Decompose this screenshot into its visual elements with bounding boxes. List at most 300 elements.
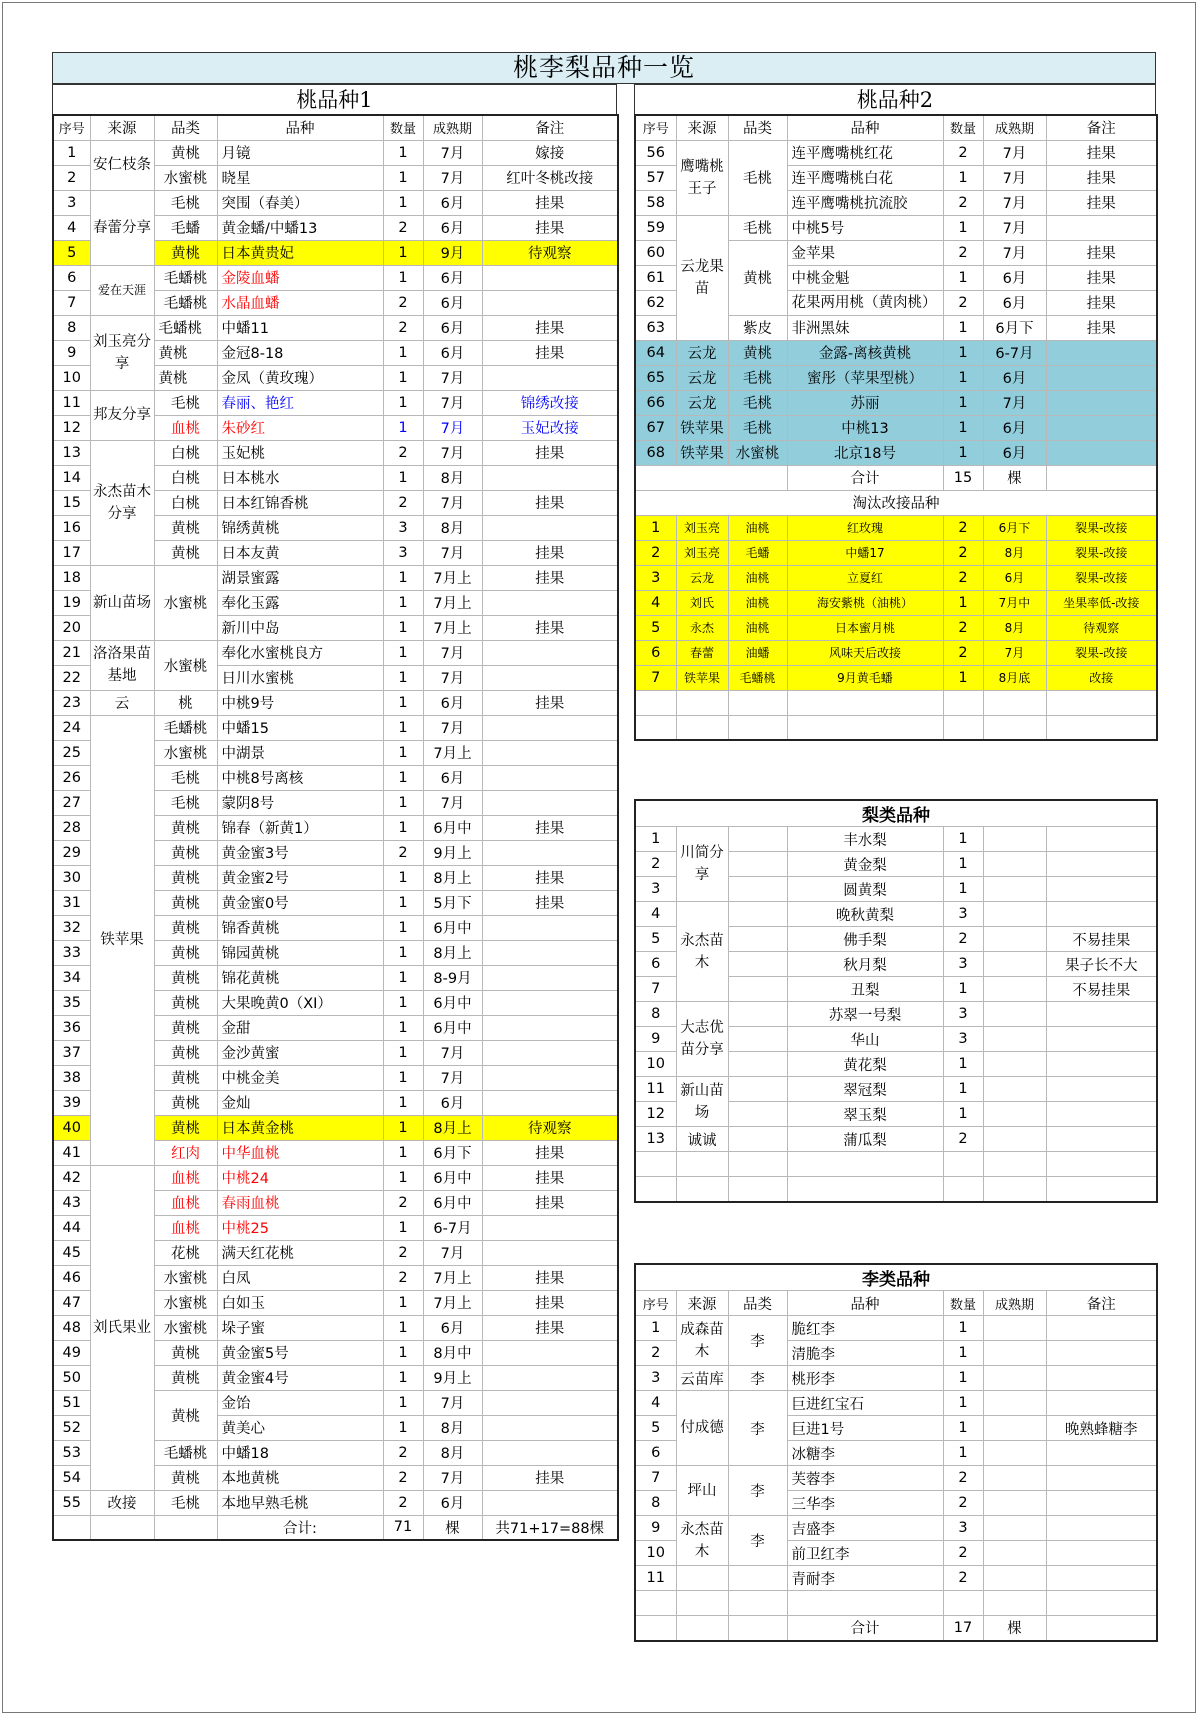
source-cell: 新山苗场	[90, 565, 154, 640]
row-index: 2	[635, 540, 676, 565]
maturity-cell: 8月	[983, 540, 1046, 565]
category-cell: 黄桃	[728, 340, 787, 365]
category-cell: 黄桃	[154, 365, 217, 390]
header-row	[635, 115, 1157, 140]
variety-name: 青耐李	[787, 1566, 943, 1591]
quantity-cell: 1	[943, 440, 983, 465]
variety-name: 白如玉	[217, 1290, 383, 1315]
quantity-cell: 1	[383, 1115, 423, 1140]
empty-cell	[635, 1591, 676, 1616]
row-index: 7	[635, 665, 676, 690]
maturity-cell: 8-9月	[423, 965, 482, 990]
variety-name: 中桃金魁	[787, 265, 943, 290]
variety-name: 翠冠梨	[787, 1077, 943, 1102]
remark-cell: 挂果	[482, 1265, 618, 1290]
variety-name: 中桃24	[217, 1165, 383, 1190]
maturity-cell: 7月	[423, 640, 482, 665]
quantity-cell: 1	[943, 1316, 983, 1341]
quantity-cell: 1	[943, 852, 983, 877]
row-index: 58	[635, 190, 676, 215]
row-index: 6	[635, 952, 676, 977]
quantity-cell: 1	[383, 890, 423, 915]
maturity-cell: 7月	[423, 1065, 482, 1090]
table-row	[53, 640, 618, 665]
row-index: 2	[635, 1341, 676, 1366]
table-row	[635, 440, 1157, 465]
category-cell	[728, 1052, 787, 1077]
variety-name: 中桃9号	[217, 690, 383, 715]
quantity-cell: 1	[383, 640, 423, 665]
quantity-cell: 2	[943, 1466, 983, 1491]
maturity-cell: 6月中	[423, 1190, 482, 1215]
empty-cell	[635, 690, 676, 715]
empty-cell	[1046, 1177, 1157, 1202]
row-index: 56	[635, 140, 676, 165]
variety-name: 三华李	[787, 1491, 943, 1516]
row-index: 38	[53, 1065, 90, 1090]
quantity-cell: 1	[383, 1415, 423, 1440]
maturity-cell: 6月	[423, 765, 482, 790]
maturity-cell: 7月	[983, 390, 1046, 415]
header-variety: 品种	[787, 115, 943, 140]
remark-cell: 晚熟蜂糖李	[1046, 1416, 1157, 1441]
maturity-cell	[983, 877, 1046, 902]
remark-cell	[482, 640, 618, 665]
row-index: 25	[53, 740, 90, 765]
table-row	[635, 1466, 1157, 1491]
variety-name: 玉妃桃	[217, 440, 383, 465]
maturity-cell	[983, 952, 1046, 977]
quantity-cell: 1	[383, 965, 423, 990]
remark-cell: 挂果	[482, 865, 618, 890]
maturity-cell: 6月	[983, 565, 1046, 590]
table-row	[635, 365, 1157, 390]
row-index: 41	[53, 1140, 90, 1165]
source-cell: 云龙果苗	[676, 215, 728, 340]
section-row	[635, 1264, 1157, 1291]
variety-name: 连平鹰嘴桃抗流胶	[787, 190, 943, 215]
remark-cell	[1046, 1466, 1157, 1491]
quantity-cell: 1	[383, 1040, 423, 1065]
variety-name: 华山	[787, 1027, 943, 1052]
total-row	[635, 1616, 1157, 1641]
quantity-cell: 1	[943, 1391, 983, 1416]
quantity-cell: 1	[943, 390, 983, 415]
empty-cell	[728, 715, 787, 740]
maturity-cell: 6-7月	[983, 340, 1046, 365]
remark-cell	[482, 290, 618, 315]
remark-cell	[1046, 827, 1157, 852]
total-label: 合计	[787, 465, 943, 490]
quantity-cell: 1	[383, 915, 423, 940]
row-index: 51	[53, 1390, 90, 1415]
remark-cell: 不易挂果	[1046, 927, 1157, 952]
category-cell	[728, 877, 787, 902]
remark-cell: 挂果	[482, 615, 618, 640]
remark-cell: 挂果	[482, 440, 618, 465]
remark-cell: 挂果	[1046, 290, 1157, 315]
remark-cell: 锦绣改接	[482, 390, 618, 415]
row-index: 37	[53, 1040, 90, 1065]
category-cell: 毛桃	[154, 1490, 217, 1515]
eliminated-section-title: 淘汰改接品种	[635, 490, 1157, 515]
variety-name: 黄金蟠/中蟠13	[217, 215, 383, 240]
remark-cell: 挂果	[482, 190, 618, 215]
category-cell: 毛桃	[728, 365, 787, 390]
category-cell: 白桃	[154, 490, 217, 515]
category-cell: 毛蟠桃	[154, 715, 217, 740]
maturity-cell: 7月上	[423, 615, 482, 640]
source-cell: 春蕾分享	[90, 190, 154, 265]
variety-name: 黄金蜜4号	[217, 1365, 383, 1390]
source-cell: 永杰	[676, 615, 728, 640]
variety-name: 中蟠18	[217, 1440, 383, 1465]
remark-cell: 挂果	[482, 1315, 618, 1340]
quantity-cell: 2	[383, 1440, 423, 1465]
row-index: 15	[53, 490, 90, 515]
maturity-cell: 7月	[423, 1240, 482, 1265]
quantity-cell: 1	[383, 865, 423, 890]
maturity-cell: 6月	[423, 265, 482, 290]
source-cell: 铁苹果	[90, 715, 154, 1165]
remark-cell	[1046, 1077, 1157, 1102]
empty-cell	[983, 1177, 1046, 1202]
quantity-cell: 2	[943, 615, 983, 640]
maturity-cell: 8月	[423, 465, 482, 490]
empty-cell	[635, 715, 676, 740]
variety-name: 芙蓉李	[787, 1466, 943, 1491]
remark-cell: 不易挂果	[1046, 977, 1157, 1002]
table-row	[635, 340, 1157, 365]
maturity-cell	[983, 1027, 1046, 1052]
quantity-cell: 1	[943, 215, 983, 240]
maturity-cell: 7月上	[423, 740, 482, 765]
variety-name: 日本蜜月桃	[787, 615, 943, 640]
category-cell	[728, 1077, 787, 1102]
maturity-cell: 6月中	[423, 990, 482, 1015]
variety-name: 春雨血桃	[217, 1190, 383, 1215]
quantity-cell: 2	[383, 1240, 423, 1265]
row-index: 7	[635, 1466, 676, 1491]
maturity-cell: 8月	[423, 1440, 482, 1465]
category-cell: 黄桃	[154, 1365, 217, 1390]
row-index: 34	[53, 965, 90, 990]
peach-table-1	[52, 114, 619, 1541]
remark-cell	[1046, 1391, 1157, 1416]
category-cell: 毛蟠	[728, 540, 787, 565]
variety-name: 苏丽	[787, 390, 943, 415]
category-cell: 黄桃	[154, 1065, 217, 1090]
remark-cell: 挂果	[482, 1465, 618, 1490]
quantity-cell: 1	[943, 1102, 983, 1127]
quantity-cell: 1	[383, 815, 423, 840]
quantity-cell: 1	[943, 665, 983, 690]
category-cell: 黄桃	[154, 940, 217, 965]
remark-cell: 裂果-改接	[1046, 515, 1157, 540]
quantity-cell: 1	[383, 140, 423, 165]
table1-title: 桃品种1	[52, 84, 617, 114]
variety-name: 花果两用桃（黄肉桃）	[787, 290, 943, 315]
category-cell: 水蜜桃	[154, 640, 217, 690]
category-cell: 黄桃	[154, 915, 217, 940]
remark-cell: 挂果	[482, 315, 618, 340]
source-cell: 永杰苗木	[676, 1516, 728, 1566]
maturity-cell: 7月上	[423, 590, 482, 615]
remark-cell: 挂果	[482, 690, 618, 715]
row-index: 5	[635, 1416, 676, 1441]
category-cell: 毛蟠桃	[154, 1440, 217, 1465]
eliminated-row	[635, 590, 1157, 615]
quantity-cell: 1	[383, 1090, 423, 1115]
remark-cell: 挂果	[482, 540, 618, 565]
table-row	[635, 1316, 1157, 1341]
maturity-cell	[983, 1466, 1046, 1491]
maturity-cell: 6月下	[983, 315, 1046, 340]
row-index: 20	[53, 615, 90, 640]
table-row	[635, 215, 1157, 240]
empty-cell	[1046, 1152, 1157, 1177]
remark-cell	[482, 1240, 618, 1265]
remark-cell	[1046, 1127, 1157, 1152]
maturity-cell	[983, 1441, 1046, 1466]
row-index: 16	[53, 515, 90, 540]
row-index: 10	[53, 365, 90, 390]
maturity-cell: 6月	[423, 290, 482, 315]
row-index: 11	[635, 1077, 676, 1102]
empty-cell	[983, 1591, 1046, 1616]
row-index: 6	[53, 265, 90, 290]
remark-cell: 裂果-改接	[1046, 540, 1157, 565]
variety-name: 黄花梨	[787, 1052, 943, 1077]
table-row	[53, 1165, 618, 1190]
maturity-cell: 7月	[423, 1465, 482, 1490]
pear-section-title: 梨类品种	[635, 800, 1157, 827]
quantity-cell: 2	[943, 515, 983, 540]
category-cell: 毛桃	[728, 215, 787, 240]
variety-name: 红玫瑰	[787, 515, 943, 540]
total-unit: 棵	[983, 465, 1046, 490]
source-cell: 云龙	[676, 365, 728, 390]
quantity-cell: 2	[943, 565, 983, 590]
source-cell: 鹰嘴桃王子	[676, 140, 728, 215]
total-label: 合计	[787, 1616, 943, 1641]
category-cell	[728, 1102, 787, 1127]
maturity-cell: 7月上	[423, 1265, 482, 1290]
empty-cell	[635, 1152, 676, 1177]
remark-cell	[1046, 1491, 1157, 1516]
category-cell: 李	[728, 1366, 787, 1391]
maturity-cell	[983, 1566, 1046, 1591]
empty-cell	[1046, 715, 1157, 740]
row-index: 4	[635, 590, 676, 615]
variety-name: 中桃25	[217, 1215, 383, 1240]
quantity-cell: 1	[383, 1165, 423, 1190]
empty-cell	[676, 715, 728, 740]
variety-name: 满天红花桃	[217, 1240, 383, 1265]
variety-name: 锦园黄桃	[217, 940, 383, 965]
remark-cell	[482, 915, 618, 940]
maturity-cell: 6月	[423, 1490, 482, 1515]
category-cell: 血桃	[154, 1165, 217, 1190]
header-source: 来源	[676, 1291, 728, 1316]
empty-row	[635, 690, 1157, 715]
row-index: 7	[635, 977, 676, 1002]
row-index: 4	[635, 902, 676, 927]
empty-cell	[1046, 1616, 1157, 1641]
row-index: 3	[53, 190, 90, 215]
header-maturity: 成熟期	[983, 1291, 1046, 1316]
category-cell: 黄桃	[154, 840, 217, 865]
row-index: 63	[635, 315, 676, 340]
remark-cell	[1046, 902, 1157, 927]
remark-cell	[1046, 1002, 1157, 1027]
remark-cell: 挂果	[1046, 140, 1157, 165]
variety-name: 金陵血蟠	[217, 265, 383, 290]
maturity-cell: 5月下	[423, 890, 482, 915]
maturity-cell: 6月	[423, 190, 482, 215]
row-index: 29	[53, 840, 90, 865]
row-index: 61	[635, 265, 676, 290]
empty-row	[635, 715, 1157, 740]
variety-name: 中华血桃	[217, 1140, 383, 1165]
variety-name: 黄金蜜0号	[217, 890, 383, 915]
empty-cell	[943, 1152, 983, 1177]
maturity-cell	[983, 902, 1046, 927]
pear-table	[634, 799, 1158, 1203]
row-index: 10	[635, 1541, 676, 1566]
row-index: 42	[53, 1165, 90, 1190]
row-index: 8	[635, 1002, 676, 1027]
remark-cell: 挂果	[482, 340, 618, 365]
quantity-cell: 1	[383, 190, 423, 215]
quantity-cell: 1	[383, 990, 423, 1015]
maturity-cell: 7月	[423, 1040, 482, 1065]
remark-cell	[1046, 1316, 1157, 1341]
total-label: 合计:	[217, 1515, 383, 1540]
category-cell	[728, 1002, 787, 1027]
remark-cell: 挂果	[1046, 315, 1157, 340]
empty-cell	[943, 715, 983, 740]
eliminated-row	[635, 640, 1157, 665]
remark-cell	[482, 1340, 618, 1365]
empty-cell	[983, 715, 1046, 740]
header-category: 品类	[728, 115, 787, 140]
row-index: 4	[53, 215, 90, 240]
source-cell: 铁苹果	[676, 440, 728, 465]
variety-name: 中桃13	[787, 415, 943, 440]
table-row	[53, 315, 618, 340]
row-index: 14	[53, 465, 90, 490]
empty-cell	[676, 690, 728, 715]
category-cell: 桃	[154, 690, 217, 715]
category-cell: 黄桃	[154, 240, 217, 265]
quantity-cell: 1	[943, 1441, 983, 1466]
variety-name: 巨进红宝石	[787, 1391, 943, 1416]
maturity-cell: 8月	[423, 515, 482, 540]
source-cell: 云	[90, 690, 154, 715]
row-index: 3	[635, 1366, 676, 1391]
category-cell: 李	[728, 1316, 787, 1366]
remark-cell	[1046, 852, 1157, 877]
category-cell: 黄桃	[154, 340, 217, 365]
total-unit: 棵	[983, 1616, 1046, 1641]
category-cell	[728, 852, 787, 877]
table-row	[53, 1490, 618, 1515]
variety-name: 9月黄毛蟠	[787, 665, 943, 690]
category-cell	[728, 902, 787, 927]
row-index: 44	[53, 1215, 90, 1240]
maturity-cell: 6月中	[423, 1165, 482, 1190]
row-index: 48	[53, 1315, 90, 1340]
quantity-cell: 1	[383, 1290, 423, 1315]
source-cell: 永杰苗木分享	[90, 440, 154, 565]
remark-cell	[1046, 1102, 1157, 1127]
category-cell: 水蜜桃	[154, 565, 217, 640]
variety-name: 金苹果	[787, 240, 943, 265]
remark-cell	[1046, 1441, 1157, 1466]
source-cell: 爱在天涯	[90, 265, 154, 315]
row-index: 24	[53, 715, 90, 740]
maturity-cell	[983, 927, 1046, 952]
section-row	[635, 490, 1157, 515]
header-variety: 品种	[217, 115, 383, 140]
source-cell: 云龙	[676, 565, 728, 590]
category-cell: 黄桃	[154, 965, 217, 990]
maturity-cell	[983, 852, 1046, 877]
row-index: 23	[53, 690, 90, 715]
remark-cell	[482, 740, 618, 765]
total-quantity: 71	[383, 1515, 423, 1540]
remark-cell	[482, 515, 618, 540]
maturity-cell: 7月中	[983, 590, 1046, 615]
maturity-cell: 6月中	[423, 815, 482, 840]
category-cell	[728, 1566, 787, 1591]
empty-row	[635, 1177, 1157, 1202]
quantity-cell: 1	[943, 1366, 983, 1391]
header-category: 品类	[728, 1291, 787, 1316]
variety-name: 风味天后改接	[787, 640, 943, 665]
category-cell: 李	[728, 1466, 787, 1516]
source-cell	[676, 1566, 728, 1591]
maturity-cell: 8月中	[423, 1340, 482, 1365]
empty-cell	[728, 1152, 787, 1177]
row-index: 52	[53, 1415, 90, 1440]
header-row	[53, 115, 618, 140]
variety-name: 中蟠17	[787, 540, 943, 565]
quantity-cell: 2	[943, 927, 983, 952]
table2-title: 桃品种2	[634, 84, 1156, 114]
table-row	[635, 415, 1157, 440]
variety-name: 圆黄梨	[787, 877, 943, 902]
remark-cell	[482, 790, 618, 815]
quantity-cell: 1	[943, 1052, 983, 1077]
remark-cell: 挂果	[482, 890, 618, 915]
source-cell: 诚诚	[676, 1127, 728, 1152]
remark-cell: 玉妃改接	[482, 415, 618, 440]
row-index: 36	[53, 1015, 90, 1040]
quantity-cell: 2	[383, 840, 423, 865]
variety-name: 垛子蜜	[217, 1315, 383, 1340]
quantity-cell: 1	[943, 1341, 983, 1366]
empty-cell	[787, 1177, 943, 1202]
empty-cell	[943, 1591, 983, 1616]
row-index: 13	[635, 1127, 676, 1152]
eliminated-row	[635, 665, 1157, 690]
source-cell: 铁苹果	[676, 665, 728, 690]
empty-cell	[154, 1515, 217, 1540]
category-cell: 白桃	[154, 465, 217, 490]
quantity-cell: 1	[383, 1340, 423, 1365]
